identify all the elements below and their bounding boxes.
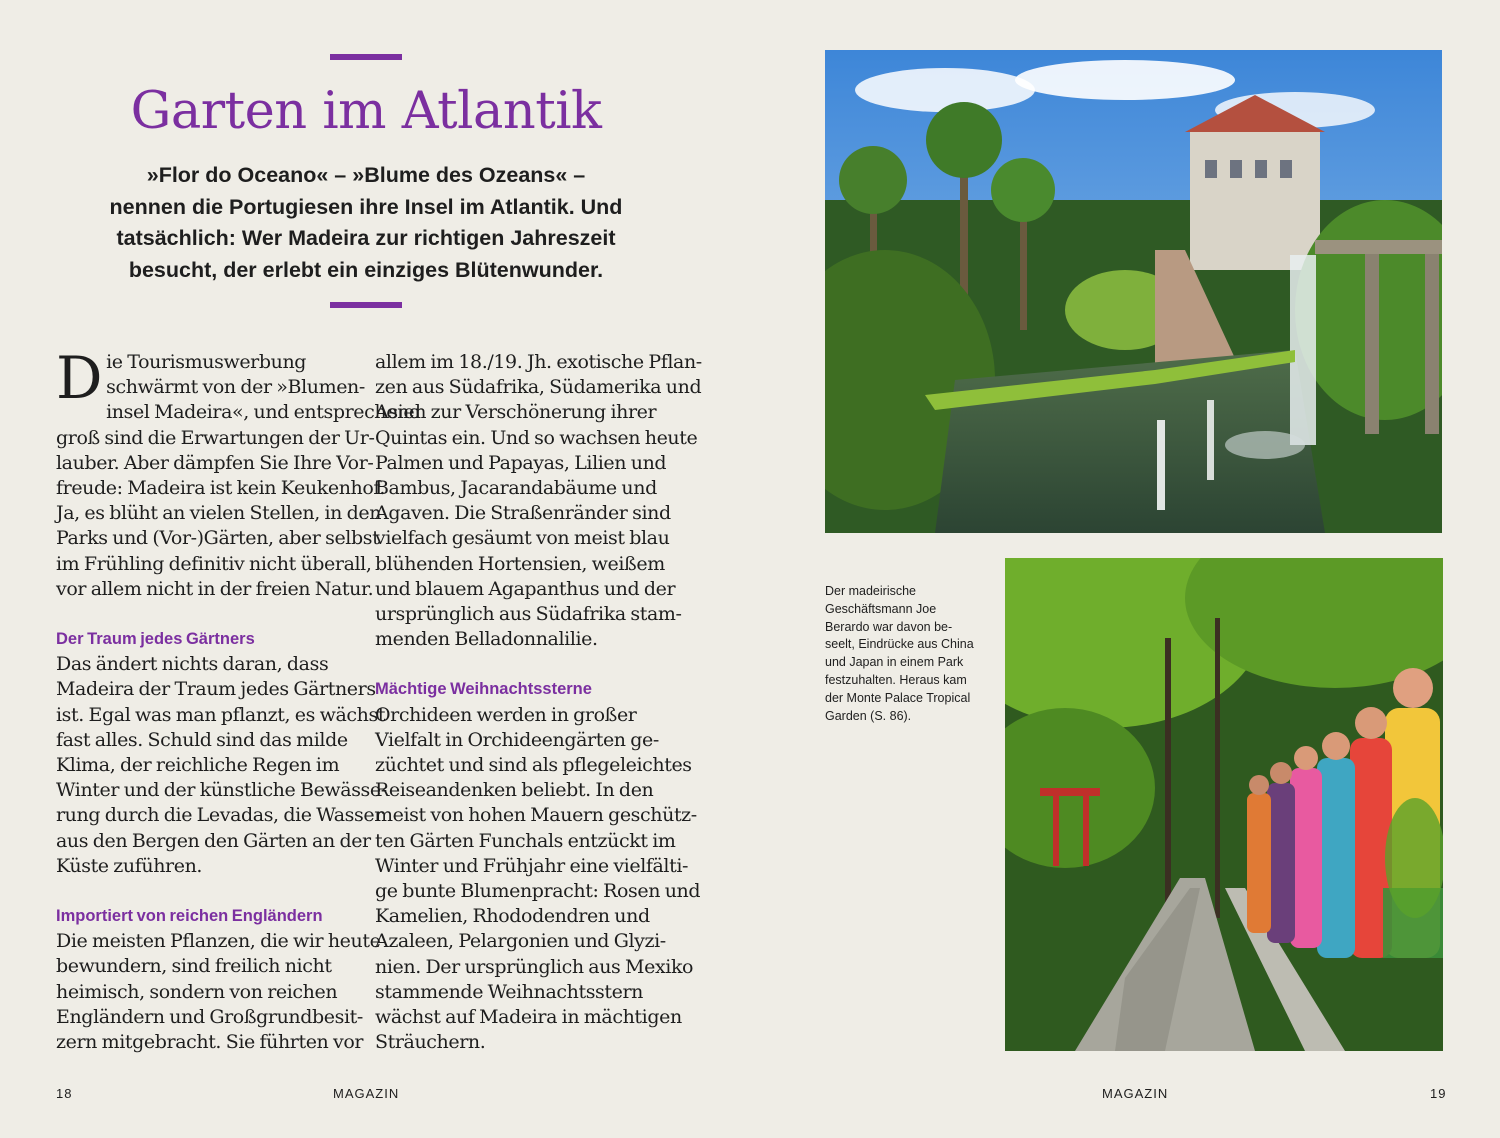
- text-line: Madeira der Traum jedes Gärtners: [56, 678, 376, 701]
- caption-line: und Japan in einem Park: [825, 655, 964, 670]
- text-line: vor allem nicht in der freien Natur.: [56, 577, 374, 600]
- paragraph: [56, 652, 387, 879]
- text-line: Orchideen werden in großer: [375, 703, 637, 726]
- text-line: Palmen und Papayas, Lilien und: [375, 451, 667, 474]
- text-line: rung durch die Levadas, die Wasser: [56, 804, 383, 827]
- text-line: blühenden Hortensien, weißem: [375, 552, 665, 575]
- text-column-2: [375, 350, 702, 1055]
- caption-line: Berardo war davon be-: [825, 619, 953, 634]
- text-line: ge bunte Blumenpracht: Rosen und: [375, 880, 701, 903]
- paragraph: [56, 929, 381, 1055]
- text-line: fast alles. Schuld sind das milde: [56, 728, 348, 751]
- text-line: insel Madeira«, und entsprechend: [106, 401, 421, 424]
- text-line: wächst auf Madeira in mächtigen: [375, 1006, 682, 1029]
- intro-lead: [80, 160, 652, 286]
- text-line: Reiseandenken beliebt. In den: [375, 779, 654, 802]
- paragraph: [375, 703, 701, 1056]
- text-line: nien. Der ursprünglich aus Mexiko: [375, 955, 694, 978]
- paragraph: [56, 344, 421, 602]
- page-title: Garten im Atlantik: [130, 82, 602, 141]
- text-line: Kamelien, Rhododendren und: [375, 905, 650, 928]
- text-line: Klima, der reichliche Regen im: [56, 754, 340, 777]
- intro-line: »Flor do Oceano« – »Blume des Ozeans« –: [146, 163, 586, 187]
- subheading: Der Traum jedes Gärtners: [56, 630, 255, 649]
- caption-line: festzuhalten. Heraus kam: [825, 672, 967, 687]
- subheading: Importiert von reichen Engländern: [56, 907, 323, 926]
- intro-line: tatsächlich: Wer Madeira zur richtigen Jahreszeit: [116, 226, 616, 250]
- text-line: Sträuchern.: [375, 1031, 486, 1054]
- text-line: Vielfalt in Orchideengärten ge-: [375, 728, 659, 751]
- text-line: züchtet und sind als pflegeleichtes: [375, 754, 692, 777]
- text-line: menden Belladonnalilie.: [375, 628, 598, 651]
- text-line: ie Tourismuswerbung: [106, 351, 307, 373]
- text-line: Die meisten Pflanzen, die wir heute: [56, 930, 381, 953]
- top-accent-rule: [330, 54, 402, 60]
- text-line: Bambus, Jacarandabäume und: [375, 477, 657, 500]
- text-line: Quintas ein. Und so wachsen heute: [375, 426, 698, 449]
- text-line: heimisch, sondern von reichen: [56, 980, 338, 1003]
- text-line: Winter und Frühjahr eine vielfälti-: [375, 854, 689, 877]
- caption-line: seelt, Eindrücke aus China: [825, 637, 974, 652]
- text-line: zern mitgebracht. Sie führten vor: [56, 1031, 364, 1054]
- drop-cap: D: [56, 344, 103, 412]
- caption-line: Geschäftsmann Joe: [825, 601, 937, 616]
- text-line: vielfach gesäumt von meist blau: [375, 527, 670, 550]
- terracotta-warriors-photo: [1005, 558, 1443, 1051]
- paragraph: [375, 350, 702, 652]
- caption-line: Der madeirische: [825, 584, 917, 598]
- section-label-left: MAGAZIN: [333, 1086, 400, 1101]
- text-line: Agaven. Die Straßenränder sind: [375, 502, 671, 525]
- text-line: lauber. Aber dämpfen Sie Ihre Vor-: [56, 451, 374, 474]
- section-label-right: MAGAZIN: [1102, 1086, 1169, 1101]
- text-line: Parks und (Vor-)Gärten, aber selbst: [56, 527, 380, 550]
- garden-waterfall-photo: [825, 50, 1442, 533]
- text-line: groß sind die Erwartungen der Ur-: [56, 426, 375, 449]
- text-line: ursprünglich aus Südafrika stam-: [375, 603, 682, 626]
- bottom-accent-rule: [330, 302, 402, 308]
- text-line: Das ändert nichts daran, dass: [56, 653, 329, 676]
- text-line: freude: Madeira ist kein Keukenhof.: [56, 477, 386, 500]
- text-line: und blauem Agapanthus und der: [375, 577, 676, 600]
- page-number-left: 18: [56, 1086, 73, 1101]
- caption-line: Garden (S. 86).: [825, 708, 912, 723]
- text-line: Ja, es blüht an vielen Stellen, in den: [56, 502, 382, 525]
- intro-line: besucht, der erlebt ein einziges Blütenwunder.: [128, 257, 604, 282]
- text-line: meist von hohen Mauern geschütz-: [375, 804, 697, 827]
- text-line: ten Gärten Funchals entzückt im: [375, 829, 676, 852]
- text-line: Küste zuführen.: [56, 854, 203, 877]
- photo-caption: [825, 583, 993, 725]
- text-line: ist. Egal was man pflanzt, es wächst: [56, 703, 386, 726]
- text-line: im Frühling definitiv nicht überall,: [56, 552, 372, 575]
- text-line: schwärmt von der »Blumen-: [106, 376, 365, 399]
- text-line: allem im 18./19. Jh. exotische Pflan-: [375, 351, 702, 373]
- page-number-right: 19: [1430, 1086, 1447, 1101]
- text-line: aus den Bergen den Gärten an der: [56, 829, 371, 852]
- caption-line: der Monte Palace Tropical: [825, 690, 971, 705]
- intro-line: nennen die Portugiesen ihre Insel im Atlantik. Und: [109, 194, 623, 219]
- subheading: Mächtige Weihnachtssterne: [375, 680, 592, 699]
- text-line: Engländern und Großgrundbesit-: [56, 1005, 363, 1028]
- text-line: stammende Weihnachtsstern: [375, 980, 643, 1003]
- text-column-1: [56, 344, 421, 1055]
- text-line: Asien zur Verschönerung ihrer: [375, 401, 657, 424]
- text-line: zen aus Südafrika, Südamerika und: [375, 376, 702, 399]
- text-line: Winter und der künstliche Bewässe-: [56, 779, 387, 802]
- text-line: bewundern, sind freilich nicht: [56, 955, 332, 978]
- text-line: Azaleen, Pelargonien und Glyzi-: [375, 930, 666, 953]
